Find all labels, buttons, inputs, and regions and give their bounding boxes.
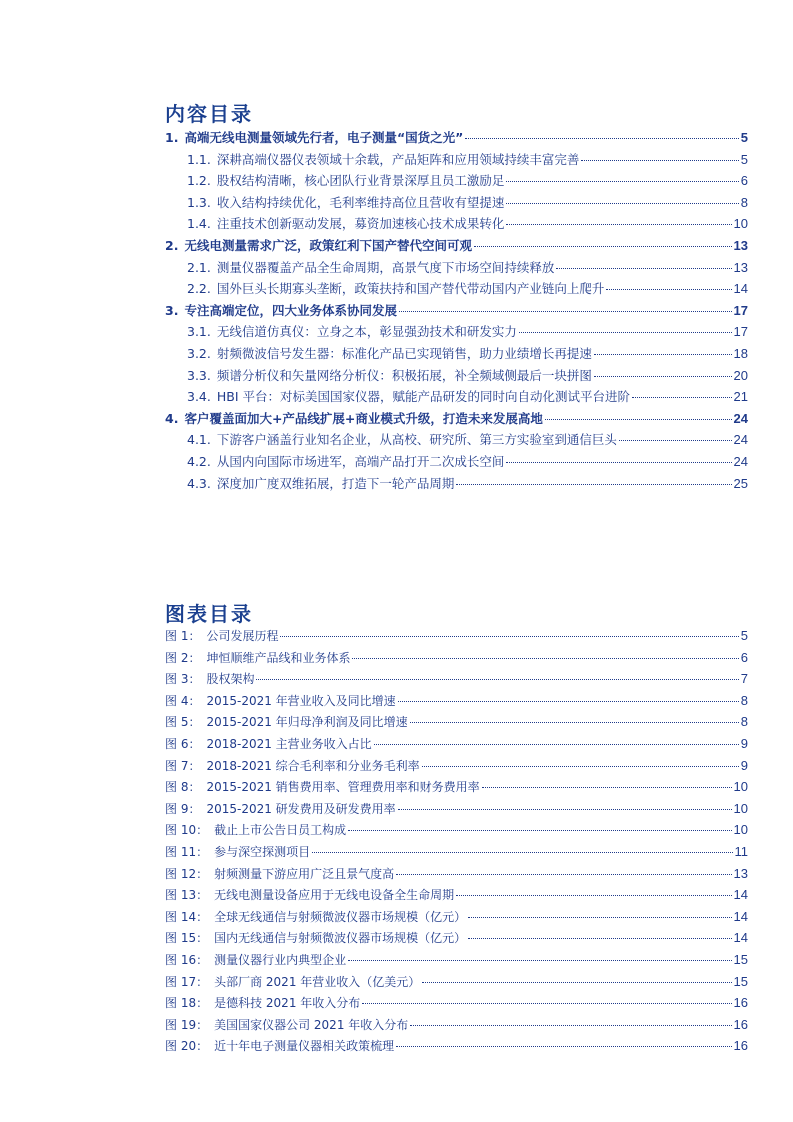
entry-page: 11 xyxy=(734,843,748,859)
entry-label xyxy=(165,800,396,817)
contents-title: 内容目录 xyxy=(165,102,253,126)
dot-leader xyxy=(396,1046,731,1047)
toc-entry[interactable] xyxy=(165,236,748,258)
entry-label xyxy=(165,951,346,968)
entry-number: 图 10： xyxy=(165,823,209,838)
toc-entry[interactable] xyxy=(165,344,748,366)
dot-leader xyxy=(619,440,732,441)
dot-leader xyxy=(456,484,731,485)
dot-leader xyxy=(374,744,739,745)
entry-label xyxy=(187,279,604,297)
entry-page: 10 xyxy=(733,800,748,816)
figure-entry[interactable] xyxy=(165,627,748,649)
entry-number: 图 1： xyxy=(165,629,201,643)
entry-number: 图 19： xyxy=(165,1017,209,1032)
entry-label xyxy=(165,649,350,666)
entry-label xyxy=(165,1037,394,1054)
entry-number: 3.1. xyxy=(187,324,211,340)
entry-number: 4.2. xyxy=(187,453,211,469)
entry-number: 3. xyxy=(165,302,179,318)
entry-text: 美国国家仪器公司 2021 年收入分布 xyxy=(214,1017,409,1032)
entry-page: 8 xyxy=(740,714,748,730)
entry-number: 图 17： xyxy=(165,974,209,989)
entry-text: HBI 平台：对标美国国家仪器，赋能产品研发的同时向自动化测试平台进阶 xyxy=(216,389,630,405)
entry-number: 1.1. xyxy=(187,151,211,167)
figure-entry[interactable] xyxy=(165,843,748,865)
entry-label xyxy=(187,387,630,405)
dot-leader xyxy=(456,895,731,896)
entry-label xyxy=(187,322,517,340)
entry-number: 图 15： xyxy=(165,931,209,946)
toc-entry[interactable] xyxy=(165,128,748,150)
entry-text: 射频测量下游应用广泛且景气度高 xyxy=(214,866,395,881)
dot-leader xyxy=(506,462,731,463)
figure-entry[interactable] xyxy=(165,886,748,908)
dot-leader xyxy=(352,658,738,659)
figure-entry[interactable] xyxy=(165,800,748,822)
entry-text: 从国内向国际市场进军，高端产品打开二次成长空间 xyxy=(216,453,505,469)
entry-number: 图 18： xyxy=(165,996,209,1011)
figure-entry[interactable] xyxy=(165,908,748,930)
entry-page: 14 xyxy=(733,887,748,903)
entry-label xyxy=(187,193,504,211)
entry-number: 图 8： xyxy=(165,780,201,795)
entry-page: 20 xyxy=(733,367,748,383)
entry-text: 下游客户涵盖行业知名企业，从高校、研究所、第三方实验室到通信巨头 xyxy=(216,432,617,448)
entry-number: 图 20： xyxy=(165,1039,209,1054)
entry-text: 无线电测量需求广泛，政策红利下国产替代空间可观 xyxy=(184,237,472,253)
entry-text: 公司发展历程 xyxy=(206,629,279,643)
entry-page: 5 xyxy=(740,130,748,145)
toc-entry[interactable] xyxy=(165,452,748,474)
dot-leader xyxy=(474,246,732,247)
entry-text: 收入结构持续优化，毛利率维持高位且营收有望提速 xyxy=(216,194,505,210)
dot-leader xyxy=(422,982,731,983)
entry-label xyxy=(165,692,396,709)
dot-leader xyxy=(482,787,732,788)
entry-text: 是德科技 2021 年收入分布 xyxy=(214,996,361,1011)
entry-page: 8 xyxy=(740,692,748,708)
entry-number: 1.2. xyxy=(187,173,211,189)
entry-label xyxy=(165,886,454,903)
entry-label xyxy=(187,344,592,362)
dot-leader xyxy=(410,722,739,723)
entry-label xyxy=(187,430,617,448)
entry-text: 无线信道仿真仪：立身之本，彰显强劲技术和研发实力 xyxy=(216,324,517,340)
toc-entry[interactable] xyxy=(165,193,748,215)
entry-text: 2015-2021 销售费用率、管理费用率和财务费用率 xyxy=(206,780,480,795)
entry-page: 24 xyxy=(733,410,748,426)
entry-text: 2015-2021 年营业收入及同比增速 xyxy=(206,693,396,708)
figure-entry[interactable] xyxy=(165,865,748,887)
entry-number: 1. xyxy=(165,130,179,145)
toc-entry[interactable] xyxy=(165,258,748,280)
entry-page: 21 xyxy=(733,389,748,405)
entry-page: 17 xyxy=(733,324,748,340)
dot-leader xyxy=(422,766,739,767)
entry-page: 14 xyxy=(733,908,748,924)
entry-page: 15 xyxy=(733,951,748,967)
entry-label xyxy=(187,452,504,470)
entry-page: 6 xyxy=(740,649,748,665)
entry-text: 高端无线电测量领域先行者，电子测量“国货之光” xyxy=(184,130,464,145)
entry-label xyxy=(165,128,463,146)
entry-number: 图 9： xyxy=(165,801,201,816)
toc-entry[interactable] xyxy=(165,430,748,452)
figure-entry[interactable] xyxy=(165,778,748,800)
entry-label xyxy=(165,409,543,427)
entry-text: 2015-2021 年归母净利润及同比增速 xyxy=(206,715,408,730)
dot-leader xyxy=(312,852,732,853)
entry-label xyxy=(165,757,420,774)
entry-label xyxy=(165,1016,408,1033)
entry-label xyxy=(165,908,466,925)
dot-leader xyxy=(396,874,731,875)
entry-text: 坤恒顺维产品线和业务体系 xyxy=(206,650,351,665)
entry-text: 2018-2021 主营业务收入占比 xyxy=(206,736,372,751)
figure-entry[interactable] xyxy=(165,929,748,951)
entry-label xyxy=(165,994,360,1011)
figure-entry[interactable] xyxy=(165,951,748,973)
entry-number: 2.2. xyxy=(187,281,211,297)
entry-label xyxy=(165,627,278,644)
entry-page: 24 xyxy=(733,453,748,469)
entry-label xyxy=(165,929,466,946)
entry-page: 15 xyxy=(733,973,748,989)
entry-text: 国外巨头长期寡头垄断，政策扶持和国产替代带动国内产业链向上爬升 xyxy=(216,281,605,297)
entry-page: 14 xyxy=(733,281,748,297)
entry-page: 25 xyxy=(733,475,748,491)
dot-leader xyxy=(398,701,739,702)
entry-label xyxy=(165,778,480,795)
figure-entry[interactable] xyxy=(165,973,748,995)
entry-number: 4.3. xyxy=(187,475,211,491)
dot-leader xyxy=(280,636,738,637)
entry-number: 3.4. xyxy=(187,389,211,405)
entry-text: 全球无线通信与射频微波仪器市场规模（亿元） xyxy=(214,909,467,924)
entry-label xyxy=(165,973,420,990)
entry-text: 2015-2021 研发费用及研发费用率 xyxy=(206,801,396,816)
entry-text: 股权架构 xyxy=(206,672,255,687)
entry-number: 3.2. xyxy=(187,345,211,361)
toc-entry[interactable] xyxy=(165,366,748,388)
entry-label xyxy=(165,713,408,730)
toc-entry[interactable] xyxy=(165,171,748,193)
entry-number: 4. xyxy=(165,410,179,426)
figure-entry[interactable] xyxy=(165,713,748,735)
figure-entry[interactable] xyxy=(165,649,748,671)
dot-leader xyxy=(506,203,738,204)
figure-entry[interactable] xyxy=(165,735,748,757)
entry-page: 5 xyxy=(740,151,748,167)
contents-list xyxy=(165,128,748,495)
entry-label xyxy=(187,214,504,232)
entry-number: 1.4. xyxy=(187,216,211,232)
entry-label xyxy=(165,821,346,838)
toc-entry[interactable] xyxy=(165,322,748,344)
dot-leader xyxy=(399,311,732,312)
figure-entry[interactable] xyxy=(165,994,748,1016)
entry-page: 9 xyxy=(740,735,748,751)
dot-leader xyxy=(468,938,731,939)
figure-entry[interactable] xyxy=(165,821,748,843)
entry-text: 股权结构清晰，核心团队行业背景深厚且员工激励足 xyxy=(216,173,505,189)
entry-text: 国内无线通信与射频微波仪器市场规模（亿元） xyxy=(214,931,467,946)
entry-number: 图 13： xyxy=(165,888,209,903)
entry-page: 17 xyxy=(733,302,748,318)
entry-page: 13 xyxy=(733,237,748,253)
toc-entry[interactable] xyxy=(165,214,748,236)
entry-text: 头部厂商 2021 年营业收入（亿美元） xyxy=(214,974,421,989)
entry-label xyxy=(187,171,504,189)
entry-text: 注重技术创新驱动发展，募资加速核心技术成果转化 xyxy=(216,216,505,232)
entry-page: 7 xyxy=(740,671,748,687)
entry-text: 客户覆盖面加大+产品线扩展+商业模式升级，打造未来发展高地 xyxy=(184,410,543,426)
entry-page: 16 xyxy=(733,1038,748,1054)
entry-page: 6 xyxy=(740,173,748,189)
entry-label xyxy=(187,150,579,168)
figures-list xyxy=(165,627,748,1059)
entry-number: 图 2： xyxy=(165,650,201,665)
dot-leader xyxy=(556,268,731,269)
entry-label xyxy=(187,474,454,492)
entry-label xyxy=(165,236,472,254)
entry-page: 18 xyxy=(733,345,748,361)
entry-text: 截止上市公告日员工构成 xyxy=(214,823,347,838)
entry-number: 3.3. xyxy=(187,367,211,383)
entry-text: 无线电测量设备应用于无线电设备全生命周期 xyxy=(214,888,455,903)
entry-number: 图 3： xyxy=(165,672,201,687)
dot-leader xyxy=(519,332,732,333)
dot-leader xyxy=(362,1003,731,1004)
entry-page: 13 xyxy=(733,259,748,275)
entry-page: 10 xyxy=(733,779,748,795)
dot-leader xyxy=(506,181,738,182)
entry-page: 9 xyxy=(740,757,748,773)
dot-leader xyxy=(256,679,738,680)
entry-text: 参与深空探测项目 xyxy=(214,844,311,859)
entry-label xyxy=(165,843,310,860)
entry-text: 测量仪器行业内典型企业 xyxy=(214,952,347,967)
dot-leader xyxy=(581,160,738,161)
dot-leader xyxy=(545,419,732,420)
toc-entry[interactable] xyxy=(165,279,748,301)
entry-number: 图 11： xyxy=(165,844,209,859)
toc-entry[interactable] xyxy=(165,150,748,172)
entry-text: 深耕高端仪器仪表领域十余载，产品矩阵和应用领域持续丰富完善 xyxy=(216,151,580,167)
entry-text: 频谱分析仪和矢量网络分析仪：积极拓展，补全频域侧最后一块拼图 xyxy=(216,367,592,383)
dot-leader xyxy=(398,809,732,810)
figure-entry[interactable] xyxy=(165,1016,748,1038)
entry-number: 4.1. xyxy=(187,432,211,448)
figure-entry[interactable] xyxy=(165,1037,748,1059)
toc-entry[interactable] xyxy=(165,474,748,496)
dot-leader xyxy=(465,138,738,139)
entry-page: 16 xyxy=(733,1016,748,1032)
entry-number: 图 7： xyxy=(165,758,201,773)
dot-leader xyxy=(594,354,732,355)
entry-number: 图 5： xyxy=(165,715,201,730)
entry-number: 图 12： xyxy=(165,866,209,881)
entry-number: 2.1. xyxy=(187,259,211,275)
entry-page: 16 xyxy=(733,995,748,1011)
dot-leader xyxy=(348,830,731,831)
dot-leader xyxy=(594,376,732,377)
entry-page: 8 xyxy=(740,194,748,210)
toc-entry[interactable] xyxy=(165,387,748,409)
entry-text: 测量仪器覆盖产品全生命周期，高景气度下市场空间持续释放 xyxy=(216,259,555,275)
entry-page: 13 xyxy=(733,865,748,881)
entry-label xyxy=(165,670,254,687)
entry-text: 射频微波信号发生器：标准化产品已实现销售，助力业绩增长再提速 xyxy=(216,345,592,361)
entry-label xyxy=(187,258,554,276)
toc-entry[interactable] xyxy=(165,409,748,431)
figures-title: 图表目录 xyxy=(165,602,253,626)
entry-text: 近十年电子测量仪器相关政策梳理 xyxy=(214,1039,395,1054)
entry-number: 图 6： xyxy=(165,736,201,751)
dot-leader xyxy=(506,224,731,225)
entry-label xyxy=(165,735,372,752)
entry-number: 2. xyxy=(165,237,179,253)
entry-number: 图 16： xyxy=(165,952,209,967)
entry-page: 14 xyxy=(733,930,748,946)
figure-entry[interactable] xyxy=(165,757,748,779)
entry-number: 图 14： xyxy=(165,909,209,924)
entry-number: 图 4： xyxy=(165,693,201,708)
dot-leader xyxy=(348,960,731,961)
entry-text: 2018-2021 综合毛利率和分业务毛利率 xyxy=(206,758,420,773)
entry-text: 深度加广度双维拓展，打造下一轮产品周期 xyxy=(216,475,455,491)
figure-entry[interactable] xyxy=(165,670,748,692)
entry-page: 10 xyxy=(733,822,748,838)
dot-leader xyxy=(410,1025,731,1026)
entry-label xyxy=(165,865,394,882)
entry-label xyxy=(165,301,397,319)
dot-leader xyxy=(632,397,732,398)
entry-text: 专注高端定位，四大业务体系协同发展 xyxy=(184,302,397,318)
entry-label xyxy=(187,366,592,384)
entry-number: 1.3. xyxy=(187,194,211,210)
dot-leader xyxy=(606,289,731,290)
figure-entry[interactable] xyxy=(165,692,748,714)
entry-page: 5 xyxy=(740,628,748,643)
entry-page: 24 xyxy=(733,432,748,448)
entry-page: 10 xyxy=(733,216,748,232)
toc-entry[interactable] xyxy=(165,301,748,323)
dot-leader xyxy=(468,917,731,918)
